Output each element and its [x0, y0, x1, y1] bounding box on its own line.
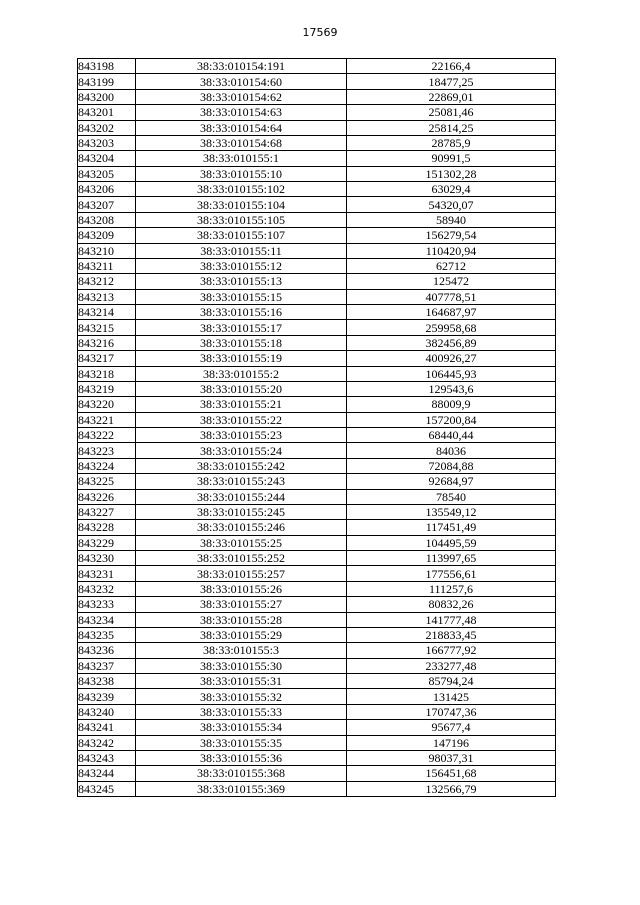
- row-id-cell: 843208: [78, 212, 136, 227]
- value-cell: 68440,44: [347, 428, 556, 443]
- value-cell: 25081,46: [347, 105, 556, 120]
- table-row: [78, 381, 556, 396]
- value-cell: 62712: [347, 258, 556, 273]
- table-row: [78, 612, 556, 627]
- row-id-cell: 843229: [78, 535, 136, 550]
- table-row: [78, 551, 556, 566]
- table-row: [78, 243, 556, 258]
- table-body: [78, 59, 556, 797]
- cadastral-number-cell: 38:33:010155:246: [136, 520, 347, 535]
- value-cell: 85794,24: [347, 674, 556, 689]
- cadastral-number-cell: 38:33:010155:245: [136, 504, 347, 519]
- row-id-cell: 843215: [78, 320, 136, 335]
- cadastral-number-cell: 38:33:010155:12: [136, 258, 347, 273]
- cadastral-number-cell: 38:33:010155:31: [136, 674, 347, 689]
- table-row: [78, 258, 556, 273]
- value-cell: 111257,6: [347, 581, 556, 596]
- cadastral-number-cell: 38:33:010155:104: [136, 197, 347, 212]
- table-row: [78, 105, 556, 120]
- table-row: [78, 658, 556, 673]
- table-row: [78, 412, 556, 427]
- row-id-cell: 843225: [78, 474, 136, 489]
- row-id-cell: 843227: [78, 504, 136, 519]
- row-id-cell: 843241: [78, 720, 136, 735]
- value-cell: 233277,48: [347, 658, 556, 673]
- cadastral-number-cell: 38:33:010155:29: [136, 627, 347, 642]
- value-cell: 407778,51: [347, 289, 556, 304]
- cadastral-number-cell: 38:33:010155:11: [136, 243, 347, 258]
- table-row: [78, 59, 556, 74]
- cadastral-number-cell: 38:33:010155:30: [136, 658, 347, 673]
- value-cell: 382456,89: [347, 335, 556, 350]
- cadastral-number-cell: 38:33:010155:10: [136, 166, 347, 181]
- cadastral-number-cell: 38:33:010154:64: [136, 120, 347, 135]
- table-row: [78, 151, 556, 166]
- cadastral-number-cell: 38:33:010155:244: [136, 489, 347, 504]
- table-row: [78, 397, 556, 412]
- row-id-cell: 843234: [78, 612, 136, 627]
- value-cell: 22166,4: [347, 59, 556, 74]
- table-row: [78, 335, 556, 350]
- value-cell: 218833,45: [347, 627, 556, 642]
- table-row: [78, 581, 556, 596]
- cadastral-number-cell: 38:33:010154:68: [136, 135, 347, 150]
- table-row: [78, 566, 556, 581]
- value-cell: 117451,49: [347, 520, 556, 535]
- table-row: [78, 766, 556, 781]
- cadastral-number-cell: 38:33:010155:28: [136, 612, 347, 627]
- table-row: [78, 182, 556, 197]
- row-id-cell: 843237: [78, 658, 136, 673]
- table-row: [78, 212, 556, 227]
- value-cell: 156451,68: [347, 766, 556, 781]
- row-id-cell: 843219: [78, 381, 136, 396]
- cadastral-number-cell: 38:33:010155:107: [136, 228, 347, 243]
- row-id-cell: 843212: [78, 274, 136, 289]
- cadastral-number-cell: 38:33:010155:19: [136, 351, 347, 366]
- value-cell: 58940: [347, 212, 556, 227]
- table-row: [78, 781, 556, 796]
- value-cell: 135549,12: [347, 504, 556, 519]
- value-cell: 259958,68: [347, 320, 556, 335]
- table-row: [78, 458, 556, 473]
- table-row: [78, 366, 556, 381]
- table-row: [78, 197, 556, 212]
- row-id-cell: 843223: [78, 443, 136, 458]
- row-id-cell: 843198: [78, 59, 136, 74]
- cadastral-number-cell: 38:33:010155:2: [136, 366, 347, 381]
- cadastral-number-cell: 38:33:010154:60: [136, 74, 347, 89]
- value-cell: 90991,5: [347, 151, 556, 166]
- cadastral-number-cell: 38:33:010155:243: [136, 474, 347, 489]
- cadastral-number-cell: 38:33:010155:36: [136, 750, 347, 765]
- value-cell: 132566,79: [347, 781, 556, 796]
- row-id-cell: 843233: [78, 597, 136, 612]
- value-cell: 92684,97: [347, 474, 556, 489]
- value-cell: 110420,94: [347, 243, 556, 258]
- row-id-cell: 843228: [78, 520, 136, 535]
- cadastral-number-cell: 38:33:010155:252: [136, 551, 347, 566]
- cadastral-number-cell: 38:33:010154:191: [136, 59, 347, 74]
- row-id-cell: 843204: [78, 151, 136, 166]
- value-cell: 400926,27: [347, 351, 556, 366]
- value-cell: 177556,61: [347, 566, 556, 581]
- value-cell: 63029,4: [347, 182, 556, 197]
- value-cell: 28785,9: [347, 135, 556, 150]
- row-id-cell: 843213: [78, 289, 136, 304]
- table-row: [78, 597, 556, 612]
- table-row: [78, 735, 556, 750]
- table-row: [78, 274, 556, 289]
- value-cell: 157200,84: [347, 412, 556, 427]
- value-cell: 113997,65: [347, 551, 556, 566]
- table-row: [78, 643, 556, 658]
- value-cell: 54320,07: [347, 197, 556, 212]
- table-row: [78, 504, 556, 519]
- row-id-cell: 843235: [78, 627, 136, 642]
- cadastral-number-cell: 38:33:010155:35: [136, 735, 347, 750]
- table-row: [78, 489, 556, 504]
- cadastral-number-cell: 38:33:010155:17: [136, 320, 347, 335]
- row-id-cell: 843217: [78, 351, 136, 366]
- row-id-cell: 843200: [78, 89, 136, 104]
- row-id-cell: 843207: [78, 197, 136, 212]
- row-id-cell: 843230: [78, 551, 136, 566]
- cadastral-number-cell: 38:33:010155:23: [136, 428, 347, 443]
- table-row: [78, 627, 556, 642]
- table-row: [78, 750, 556, 765]
- value-cell: 166777,92: [347, 643, 556, 658]
- value-cell: 170747,36: [347, 704, 556, 719]
- value-cell: 104495,59: [347, 535, 556, 550]
- row-id-cell: 843221: [78, 412, 136, 427]
- row-id-cell: 843211: [78, 258, 136, 273]
- row-id-cell: 843243: [78, 750, 136, 765]
- table-row: [78, 720, 556, 735]
- cadastral-number-cell: 38:33:010155:24: [136, 443, 347, 458]
- row-id-cell: 843214: [78, 305, 136, 320]
- row-id-cell: 843206: [78, 182, 136, 197]
- row-id-cell: 843222: [78, 428, 136, 443]
- row-id-cell: 843209: [78, 228, 136, 243]
- value-cell: 22869,01: [347, 89, 556, 104]
- row-id-cell: 843239: [78, 689, 136, 704]
- cadastral-number-cell: 38:33:010155:369: [136, 781, 347, 796]
- row-id-cell: 843202: [78, 120, 136, 135]
- table-row: [78, 674, 556, 689]
- row-id-cell: 843238: [78, 674, 136, 689]
- cadastral-number-cell: 38:33:010155:368: [136, 766, 347, 781]
- row-id-cell: 843240: [78, 704, 136, 719]
- value-cell: 98037,31: [347, 750, 556, 765]
- cadastral-number-cell: 38:33:010155:33: [136, 704, 347, 719]
- table-row: [78, 689, 556, 704]
- row-id-cell: 843220: [78, 397, 136, 412]
- table-row: [78, 74, 556, 89]
- cadastral-number-cell: 38:33:010155:25: [136, 535, 347, 550]
- row-id-cell: 843224: [78, 458, 136, 473]
- row-id-cell: 843236: [78, 643, 136, 658]
- cadastral-number-cell: 38:33:010155:22: [136, 412, 347, 427]
- cadastral-number-cell: 38:33:010155:105: [136, 212, 347, 227]
- value-cell: 95677,4: [347, 720, 556, 735]
- value-cell: 147196: [347, 735, 556, 750]
- value-cell: 164687,97: [347, 305, 556, 320]
- row-id-cell: 843201: [78, 105, 136, 120]
- row-id-cell: 843216: [78, 335, 136, 350]
- row-id-cell: 843199: [78, 74, 136, 89]
- cadastral-number-cell: 38:33:010154:63: [136, 105, 347, 120]
- data-table: [77, 58, 556, 797]
- table-row: [78, 320, 556, 335]
- row-id-cell: 843203: [78, 135, 136, 150]
- table-row: [78, 305, 556, 320]
- value-cell: 106445,93: [347, 366, 556, 381]
- value-cell: 88009,9: [347, 397, 556, 412]
- value-cell: 84036: [347, 443, 556, 458]
- table-row: [78, 535, 556, 550]
- cadastral-number-cell: 38:33:010154:62: [136, 89, 347, 104]
- table-row: [78, 166, 556, 181]
- cadastral-number-cell: 38:33:010155:32: [136, 689, 347, 704]
- table-row: [78, 474, 556, 489]
- row-id-cell: 843218: [78, 366, 136, 381]
- table-row: [78, 135, 556, 150]
- row-id-cell: 843210: [78, 243, 136, 258]
- cadastral-number-cell: 38:33:010155:21: [136, 397, 347, 412]
- value-cell: 25814,25: [347, 120, 556, 135]
- table-row: [78, 228, 556, 243]
- value-cell: 151302,28: [347, 166, 556, 181]
- cadastral-number-cell: 38:33:010155:34: [136, 720, 347, 735]
- value-cell: 72084,88: [347, 458, 556, 473]
- table-row: [78, 351, 556, 366]
- value-cell: 18477,25: [347, 74, 556, 89]
- cadastral-number-cell: 38:33:010155:26: [136, 581, 347, 596]
- cadastral-number-cell: 38:33:010155:102: [136, 182, 347, 197]
- row-id-cell: 843205: [78, 166, 136, 181]
- value-cell: 141777,48: [347, 612, 556, 627]
- table-row: [78, 443, 556, 458]
- value-cell: 156279,54: [347, 228, 556, 243]
- cadastral-number-cell: 38:33:010155:242: [136, 458, 347, 473]
- row-id-cell: 843244: [78, 766, 136, 781]
- cadastral-number-cell: 38:33:010155:18: [136, 335, 347, 350]
- row-id-cell: 843245: [78, 781, 136, 796]
- value-cell: 131425: [347, 689, 556, 704]
- value-cell: 78540: [347, 489, 556, 504]
- table-row: [78, 704, 556, 719]
- table-row: [78, 289, 556, 304]
- cadastral-number-cell: 38:33:010155:13: [136, 274, 347, 289]
- cadastral-number-cell: 38:33:010155:16: [136, 305, 347, 320]
- cadastral-number-cell: 38:33:010155:27: [136, 597, 347, 612]
- table-row: [78, 520, 556, 535]
- row-id-cell: 843231: [78, 566, 136, 581]
- value-cell: 125472: [347, 274, 556, 289]
- row-id-cell: 843232: [78, 581, 136, 596]
- value-cell: 80832,26: [347, 597, 556, 612]
- cadastral-number-cell: 38:33:010155:20: [136, 381, 347, 396]
- cadastral-number-cell: 38:33:010155:257: [136, 566, 347, 581]
- page-number: 17569: [302, 26, 338, 39]
- table-row: [78, 428, 556, 443]
- cadastral-number-cell: 38:33:010155:3: [136, 643, 347, 658]
- row-id-cell: 843226: [78, 489, 136, 504]
- row-id-cell: 843242: [78, 735, 136, 750]
- value-cell: 129543,6: [347, 381, 556, 396]
- table-row: [78, 120, 556, 135]
- table-row: [78, 89, 556, 104]
- cadastral-number-cell: 38:33:010155:1: [136, 151, 347, 166]
- cadastral-number-cell: 38:33:010155:15: [136, 289, 347, 304]
